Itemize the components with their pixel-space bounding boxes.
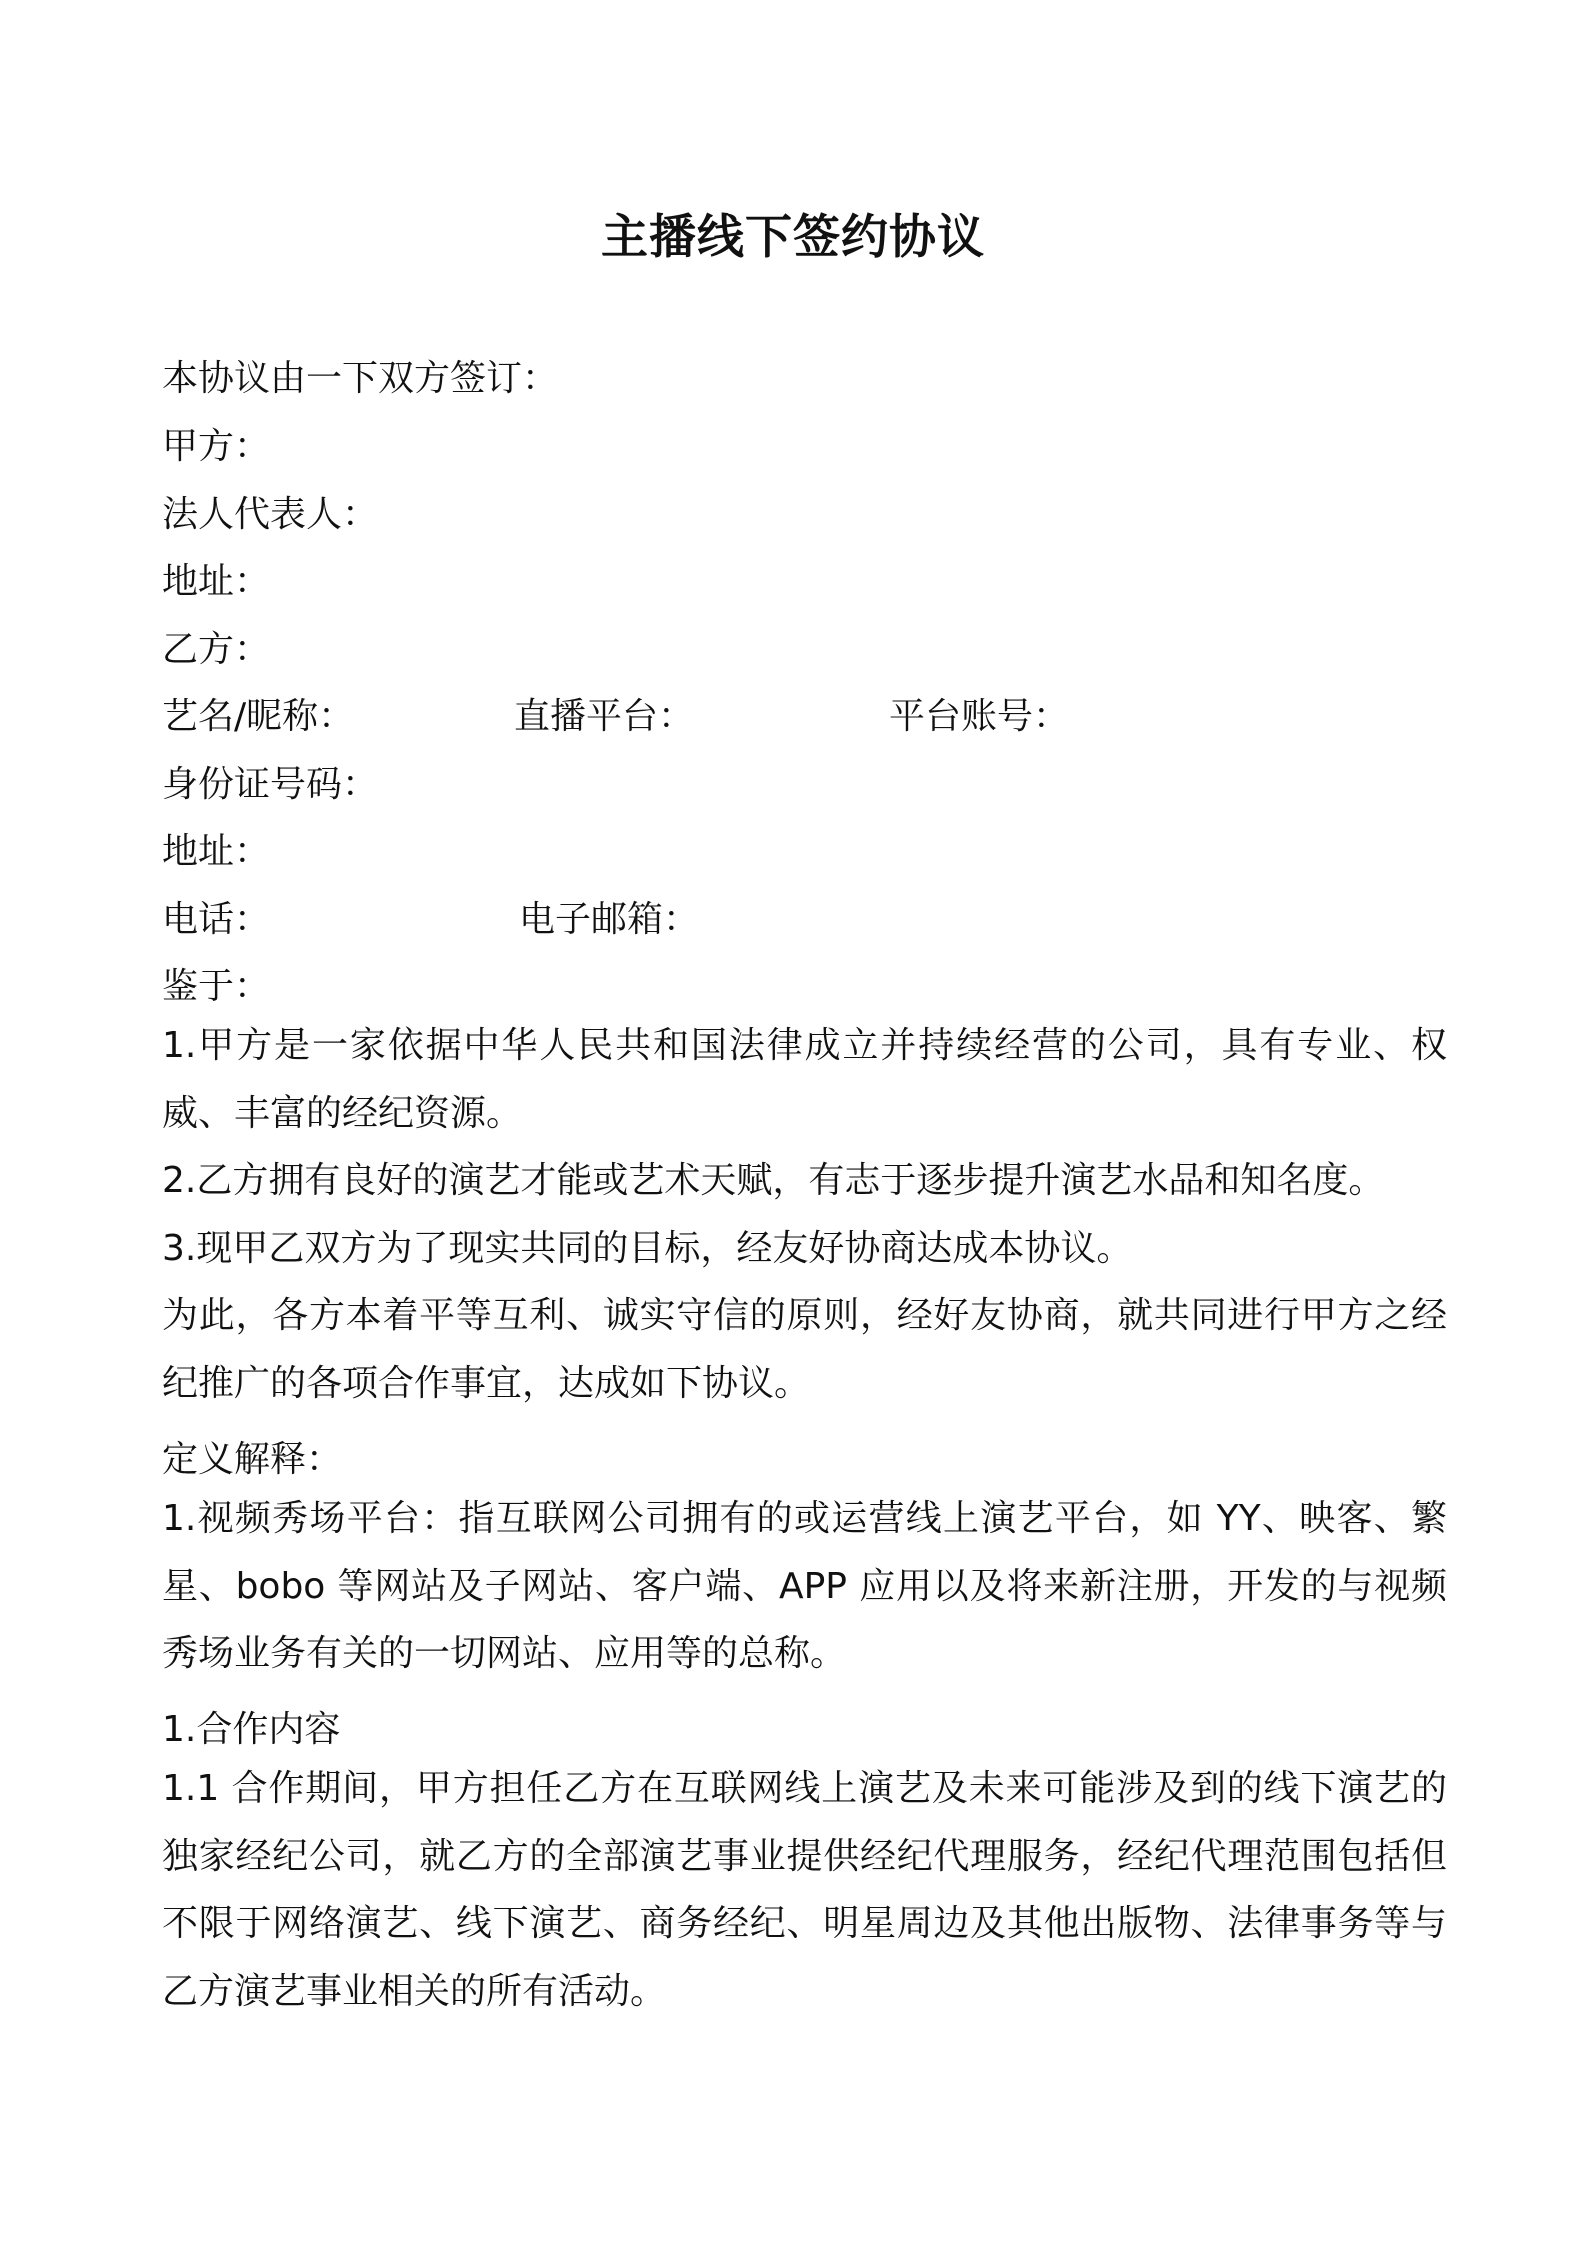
- party-b-label: 乙方：: [162, 629, 271, 670]
- document-title: 主播线下签约协议: [601, 210, 985, 265]
- intro-line: 本协议由一下双方签订：: [162, 358, 559, 399]
- legal-rep-label: 法人代表人：: [162, 494, 379, 535]
- whereas-item-2: 2.乙方拥有良好的演艺才能或艺术天赋，有志于逐步提升演艺水品和知名度。: [162, 1160, 1385, 1201]
- id-number-label: 身份证号码：: [162, 764, 379, 805]
- party-a-label: 甲方：: [162, 426, 271, 467]
- cooperation-clause-1-1: 1.1 合作期间，甲方担任乙方在互联网线上演艺及未来可能涉及到的线下演艺的独家经纪公司，就乙方的全部演艺事业提供经纪代理服务，经纪代理范围包括但不限于网络演艺、线下演艺、商务经纪、明星周边及其他出版物、法律事务等与乙方演艺事业相关的所有活动。: [162, 1768, 1447, 2012]
- party-b-address-label: 地址：: [162, 831, 271, 872]
- email-label: 电子邮箱：: [519, 899, 700, 940]
- stage-name-label: 艺名/昵称：: [162, 696, 355, 737]
- whereas-heading: 鉴于：: [162, 966, 271, 1007]
- phone-label: 电话：: [162, 899, 271, 940]
- party-b-identity-row: [162, 688, 1462, 738]
- definition-item-1: 1.视频秀场平台：指互联网公司拥有的或运营线上演艺平台，如 YY、映客、繁星、bobo 等网站及子网站、客户端、APP 应用以及将来新注册，开发的与视频秀场业务有关的一切网站、应用等的总称。: [162, 1498, 1447, 1674]
- account-label: 平台账号：: [889, 696, 1070, 737]
- platform-label: 直播平台：: [514, 696, 695, 737]
- whereas-item-3: 3.现甲乙双方为了现实共同的目标，经友好协商达成本协议。: [162, 1228, 1133, 1269]
- definitions-heading: 定义解释：: [162, 1439, 343, 1480]
- party-b-contact-row: [162, 891, 1462, 941]
- party-a-address-label: 地址：: [162, 561, 271, 602]
- whereas-item-1: 1.甲方是一家依据中华人民共和国法律成立并持续经营的公司，具有专业、权威、丰富的经纪资源。: [162, 1025, 1447, 1134]
- cooperation-heading: 1.合作内容: [162, 1709, 341, 1750]
- whereas-conclusion: 为此，各方本着平等互利、诚实守信的原则，经好友协商，就共同进行甲方之经纪推广的各项合作事宜，达成如下协议。: [162, 1295, 1447, 1404]
